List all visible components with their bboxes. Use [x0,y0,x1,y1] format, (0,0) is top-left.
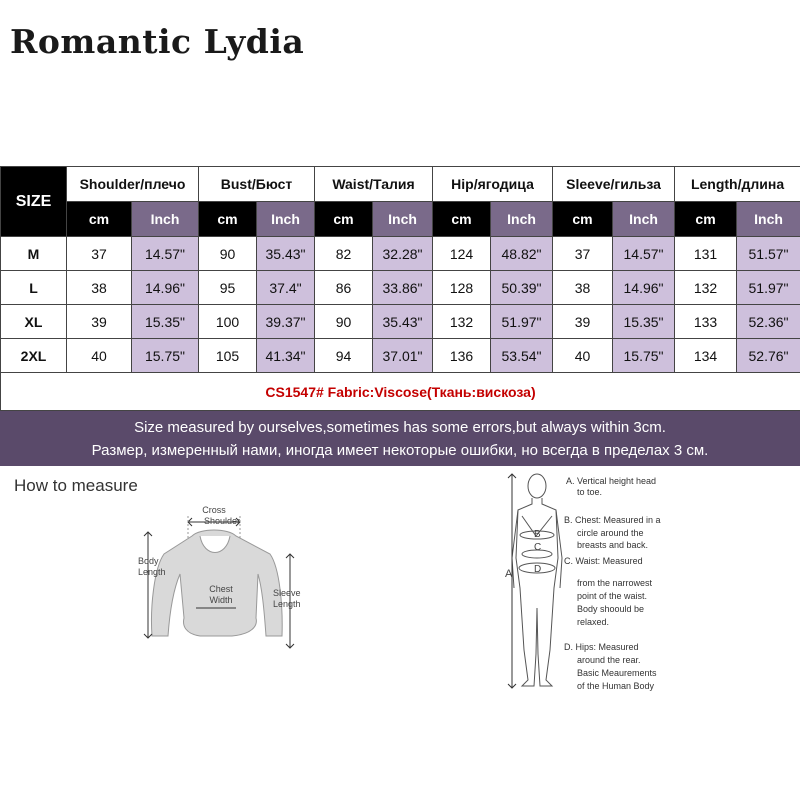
inch-cell: 35.43" [373,305,433,339]
human-body-diagram [508,474,562,688]
body-length-label: Length [138,567,166,577]
cm-cell: 133 [675,305,737,339]
legend-line: A. Vertical height head [566,476,657,486]
sleeve-header: Sleeve/гильза [553,167,675,202]
unit-cm: cm [67,202,132,237]
inch-cell: 15.35" [613,305,675,339]
legend-line: from the narrowest [577,578,653,588]
table-row [1,271,800,305]
cm-cell: 38 [553,271,613,305]
unit-inch: Inch [737,202,800,237]
cm-cell: 40 [553,339,613,373]
inch-cell: 37.4" [257,271,315,305]
unit-cm: cm [553,202,613,237]
cm-cell: 90 [199,237,257,271]
brand-logo: Romantic Lydia [10,22,305,61]
shoulder-header: Shoulder/плечо [67,167,199,202]
unit-cm: cm [199,202,257,237]
cm-cell: 82 [315,237,373,271]
cm-cell: 95 [199,271,257,305]
note-english: Size measured by ourselves,sometimes has some errors,but always within 3cm. [134,419,666,436]
cross-shoulder-label: Cross [202,505,226,515]
unit-inch: Inch [613,202,675,237]
inch-cell: 53.54" [491,339,553,373]
unit-cm: cm [315,202,373,237]
inch-cell: 41.34" [257,339,315,373]
inch-cell: 50.39" [491,271,553,305]
cm-cell: 38 [67,271,132,305]
note-russian: Размер, измеренный нами, иногда имеет некоторые ошибки, но всегда в пределах 3 см. [91,442,709,459]
waist-header: Waist/Талия [315,167,433,202]
legend-line: C. Waist: Measured [564,556,643,566]
cm-cell: 136 [433,339,491,373]
inch-cell: 14.57" [132,237,199,271]
cm-cell: 37 [67,237,132,271]
size-label: M [1,237,67,271]
legend-line: D. Hips: Measured [564,642,639,652]
chest-width-label: Chest [209,584,233,594]
inch-cell: 14.57" [613,237,675,271]
how-to-measure-section [0,468,800,800]
bust-header: Bust/Бюст [199,167,315,202]
label-b: B [534,529,541,540]
unit-cm: cm [433,202,491,237]
chest-width-label: Width [209,595,233,605]
inch-cell: 48.82" [491,237,553,271]
size-label: 2XL [1,339,67,373]
legend-line: Basic Meaurements [577,668,657,678]
fabric-info: CS1547# Fabric:Viscose(Ткань:вискоза) [1,373,800,411]
inch-cell: 37.01" [373,339,433,373]
inch-cell: 32.28" [373,237,433,271]
body-length-label: Body [138,556,159,566]
unit-cm: cm [675,202,737,237]
label-c: C [534,542,542,553]
size-label: XL [1,305,67,339]
cross-shoulder-label: Shoulder [203,516,241,526]
label-a: A [505,568,513,580]
cm-cell: 105 [199,339,257,373]
measurement-note [0,411,800,466]
legend-line: relaxed. [577,617,610,627]
size-header: SIZE [1,167,67,237]
cm-cell: 131 [675,237,737,271]
unit-row [1,202,800,237]
cm-cell: 39 [553,305,613,339]
inch-cell: 52.76" [737,339,800,373]
cm-cell: 39 [67,305,132,339]
cm-cell: 37 [553,237,613,271]
cm-cell: 94 [315,339,373,373]
inch-cell: 51.97" [737,271,800,305]
cm-cell: 90 [315,305,373,339]
inch-cell: 14.96" [613,271,675,305]
sleeve-length-label: Sleeve [273,588,301,598]
unit-inch: Inch [132,202,199,237]
inch-cell: 15.75" [132,339,199,373]
size-label: L [1,271,67,305]
table-row [1,339,800,373]
unit-inch: Inch [373,202,433,237]
cm-cell: 132 [675,271,737,305]
how-to-measure-title: How to measure [14,476,138,495]
cm-cell: 100 [199,305,257,339]
table-row [1,305,800,339]
unit-inch: Inch [257,202,315,237]
cm-cell: 134 [675,339,737,373]
sweater-diagram [144,516,294,648]
measurement-legend [564,476,661,691]
length-header: Length/длина [675,167,800,202]
inch-cell: 33.86" [373,271,433,305]
sleeve-length-label: Length [273,599,301,609]
cm-cell: 132 [433,305,491,339]
inch-cell: 39.37" [257,305,315,339]
table-row [1,237,800,271]
inch-cell: 15.75" [613,339,675,373]
inch-cell: 15.35" [132,305,199,339]
inch-cell: 51.97" [491,305,553,339]
legend-line: breasts and back. [577,540,649,550]
label-d: D [534,564,542,575]
inch-cell: 14.96" [132,271,199,305]
hip-header: Hip/ягодица [433,167,553,202]
cm-cell: 124 [433,237,491,271]
measure-diagrams [0,468,800,800]
legend-line: of the Human Body [577,681,655,691]
size-chart-table [0,166,800,411]
unit-inch: Inch [491,202,553,237]
cm-cell: 40 [67,339,132,373]
legend-line: around the rear. [577,655,641,665]
legend-line: Body shoould be [577,604,645,614]
legend-line: circle around the [577,528,644,538]
inch-cell: 52.36" [737,305,800,339]
legend-line: B. Chest: Measured in a [564,515,661,525]
cm-cell: 128 [433,271,491,305]
inch-cell: 51.57" [737,237,800,271]
inch-cell: 35.43" [257,237,315,271]
cm-cell: 86 [315,271,373,305]
legend-line: point of the waist. [577,591,648,601]
legend-line: to toe. [577,487,603,497]
